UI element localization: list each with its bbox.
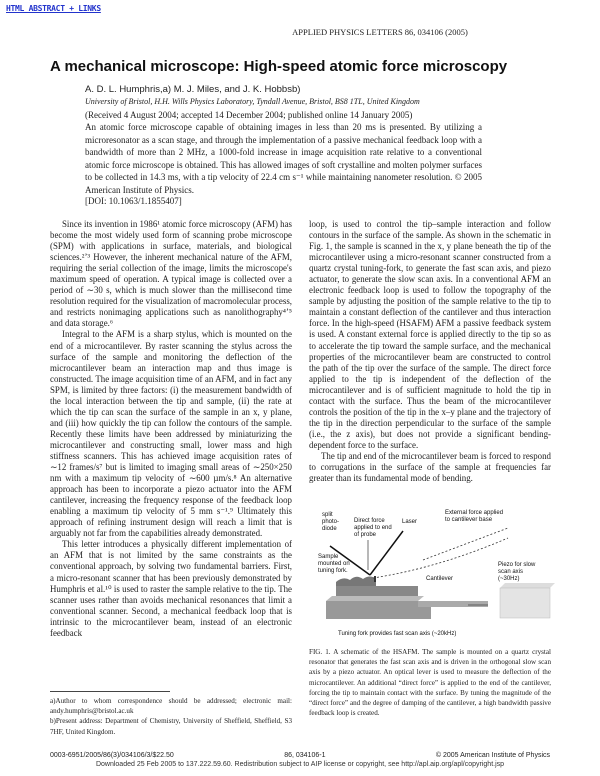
abstract: An atomic force microscope capable of obtaining images in less than 20 ms is presented. By utilizing a microresonator as a scan stage, and through the implementation of a passive mechanical feedback loop with a bandwidth of more than 2 MHz, a 1000-fold increase in image acquisition rate relative to a conventional atomic force microscope is obtained. This has allowed images of soft crystalline and molten polymer surfaces to be collected in 14.3 ms, with a tip velocity of 22.4 cm s⁻¹ while maintaining nanometer resolution. © 2005 American Institute of Physics. — [85, 122, 482, 195]
label-laser: Laser — [402, 519, 418, 525]
paragraph: The tip and end of the microcantilever beam is forced to respond to corrugations in the surface of the sample at frequencies far greater than its fundamental mode of bending. — [309, 450, 551, 484]
download-notice: Downloaded 25 Feb 2005 to 137.222.59.60. Redistribution subject to AIP license or copyright, see http://apl.aip.org/apl/copyright.jsp — [95, 761, 505, 768]
figure-caption: FIG. 1. A schematic of the HSAFM. The sample is mounted on a quartz crystal resonator that generates the fast scan axis and is driven in the orthogonal slow scan axis by a piezo actuator. An optical lever is used to measure the deflection of the microcantilever. An additional “direct force” is applied to the end of the cantilever, forcing the tip to maintain contact with the surface. By tuning the magnitude of the “direct force” and the degree of damping of the cantilever, a high bandwidth passive feedback loop is created. — [309, 648, 551, 718]
label-cantilever: Cantilever — [426, 576, 454, 582]
sample — [336, 577, 418, 597]
html-abstract-links[interactable]: HTML ABSTRACT + LINKS — [6, 4, 101, 13]
figure-hsafm-schematic — [318, 508, 558, 643]
doi: [DOI: 10.1063/1.1855407] — [85, 196, 182, 206]
footer-copyright: © 2005 American Institute of Physics — [435, 752, 550, 759]
cantilever — [373, 528, 508, 582]
paragraph: loop, is used to control the tip–sample interaction and follow contours in the surface of the sample. As shown in the schematic in Fig. 1, the sample is scanned in the x, y plane beneath the tip of the microcantilever using a micro-resonant scanner constructed from a quartz crystal tuning-fork, to generate the fast scan axis, and piezo actuator, to generate the slow scan axis. In a conventional AFM an electronic feedback loop is used to follow the topography of the sample by adjusting the position of the sample relative to the tip to maintain a constant deflection of the cantilever and thus interaction force. In the high-speed (HSAFM) AFM a passive feedback system is used. A constant external force is applied directly to the tip so as to accelerate the tip toward the sample surface, and the mechanical properties of the microcantilever beam are constructed to control the path of the tip over the surface of the sample. The direct force applied to the tip is independent of the deflection of the microcantilever and is of sufficient magnitude to hold the tip in contact with the surface. Thus the beam of the microcantilever controls the position of the tip in the x–y plane and the trajectory of the tip in the direction perpendicular to the surface of the sample (i.e., the z axis), but does not provide a significant bending-dependent force to the surface. — [309, 219, 551, 450]
authors: A. D. L. Humphris,a) M. J. Miles, and J. K. Hobbsb) — [85, 84, 301, 95]
footnote-a: a)Author to whom correspondence should be addressed; electronic mail: andy.humphris@bristol.ac.uk — [50, 697, 292, 716]
paper-title: A mechanical microscope: High-speed atomic force microscopy — [50, 58, 508, 75]
right-column — [309, 219, 551, 484]
page-number: 86, 034106-1 — [284, 752, 326, 759]
label-piezo: Piezo for slow scan axis (~30Hz) — [498, 562, 536, 582]
piezo-block — [468, 583, 555, 618]
left-column — [50, 219, 292, 639]
journal-header: APPLIED PHYSICS LETTERS 86, 034106 (2005) — [292, 27, 468, 37]
footer-code: 0003-6951/2005/86(3)/034106/3/$22.50 — [50, 752, 174, 759]
paragraph: This letter introduces a physically different implementation of an AFM that is not limited by the same constraints as the conventional approach, by solving two fundamental barriers. First, a micro-resonant scanner that has been previously demonstrated by Humphris et al.¹⁰ is used to raster the sample relative to the tip. The scanner uses rather than avoids mechanical resonances that limit a conventional scanner. Second, a mechanical feedback loop that is intrinsic to the microcantilever beam, instead of an electronic feedback — [50, 539, 292, 638]
footnote-divider — [50, 691, 170, 692]
label-direct-force: Direct force applied to end of probe — [354, 518, 392, 538]
footnote-b: b)Present address: Department of Chemistry, University of Sheffield, Sheffield, S3 7HF, United Kingdom. — [50, 717, 292, 736]
paragraph: Integral to the AFM is a sharp stylus, which is mounted on the end of a microcantilever. By raster scanning the stylus across the surface of the sample and monitoring the deflection of the microcantilever beam an interaction map and thus image is constructed. The image acquisition time of an AFM, and in fact any SPM, is limited by three factors: (i) the measurement bandwidth of the local interaction between the tip and sample, (ii) the rate at which the tip can scan the surface of the sample in an x, y plane, and (iii) how quickly the tip can follow the contours of the sample. Recently these limits have been addressed by miniaturizing the microcantilever and constructing small, lower mass and high stiffness scanners. This has achieved image acquisition rates of ∼12 frames/s⁷ but is limited to imaging small areas of ∼250×250 nm with a maximum tip velocity of ∼600 µm/s.⁸ An alternative approach has been to incorporate a piezo actuator into the AFM cantilever, increasing the frequency response of the feedback loop enabling a maximum tip velocity of 5 mm s⁻¹.⁹ Ultimately this approach of refining instrument design will reach a limit that is arguably not far from the capabilities already demonstrated. — [50, 329, 292, 539]
label-sample: Sample mounted on tuning fork. — [318, 554, 350, 574]
received-dates: (Received 4 August 2004; accepted 14 December 2004; published online 14 January 2005) — [85, 110, 413, 120]
tuning-fork-base — [326, 596, 488, 619]
footnotes — [50, 696, 292, 737]
label-tuning-fork: Tuning fork provides fast scan axis (~20kHz) — [338, 631, 457, 637]
page-footer — [50, 752, 550, 759]
label-photodiode: split photo-diode — [322, 512, 340, 532]
affiliation: University of Bristol, H.H. Wills Physics Laboratory, Tyndall Avenue, Bristol, BS8 1TL, United Kingdom — [85, 97, 420, 106]
label-external-force: External force applied to cantilever base — [445, 510, 504, 523]
paragraph: Since its invention in 1986¹ atomic force microscopy (AFM) has become the most widely used form of scanning probe microscope (SPM) with applications in surface, materials, and biological sciences.²ʼ³ However, the inherent mechanical nature of the AFM, requiring the serial collection of the image, limits the microscope's maximum speed of operation. A typical image is collected over a period of ∼30 s, which is much slower than the millisecond time resolution required for the visualization of macromolecular process, and restricts nonimaging applications such as nanolithography⁴ʼ⁵ and data storage.⁶ — [50, 219, 292, 329]
